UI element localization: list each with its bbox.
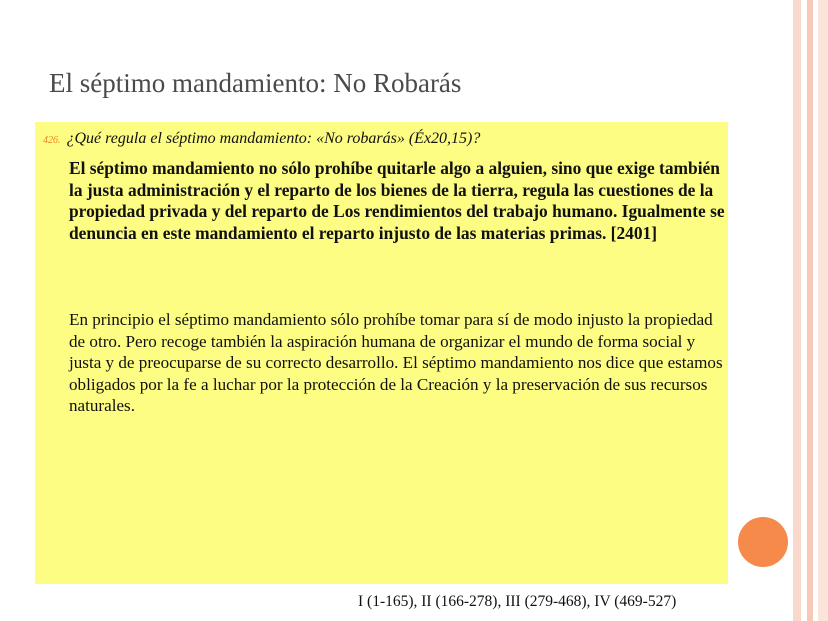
- question-row: [43, 130, 480, 148]
- decorative-stripe: [793, 0, 801, 621]
- footer-sections: I (1-165), II (166-278), III (279-468), IV (469-527): [358, 593, 677, 610]
- question-number: 426.: [43, 135, 61, 146]
- slide-title: El séptimo mandamiento: No Robarás: [49, 68, 462, 98]
- answer-summary: El séptimo mandamiento no sólo prohíbe quitarle algo a alguien, sino que exige también la justa administración y el reparto de los bienes de la tierra, regula las cuestiones de la propiedad privada y del reparto de Los rendimientos del trabajo humano. Igualmente se denuncia en este mandamiento el reparto injusto de las materias primas. [2401]: [69, 158, 725, 243]
- answer-explanation: En principio el séptimo mandamiento sólo prohíbe tomar para sí de modo injusto la propiedad de otro. Pero recoge también la aspiración humana de organizar el mundo de forma social y justa y de preocuparse de su correcto desarrollo. El séptimo mandamiento nos dice que estamos obligados por la fe a luchar por la protección de la Creación y la preservación de sus recursos naturales.: [69, 310, 723, 415]
- decorative-circle: [738, 517, 788, 567]
- decorative-stripe: [818, 0, 828, 621]
- content-box: [35, 122, 728, 584]
- question-text: ¿Qué regula el séptimo mandamiento: «No robarás» (Éx20,15)?: [66, 130, 481, 147]
